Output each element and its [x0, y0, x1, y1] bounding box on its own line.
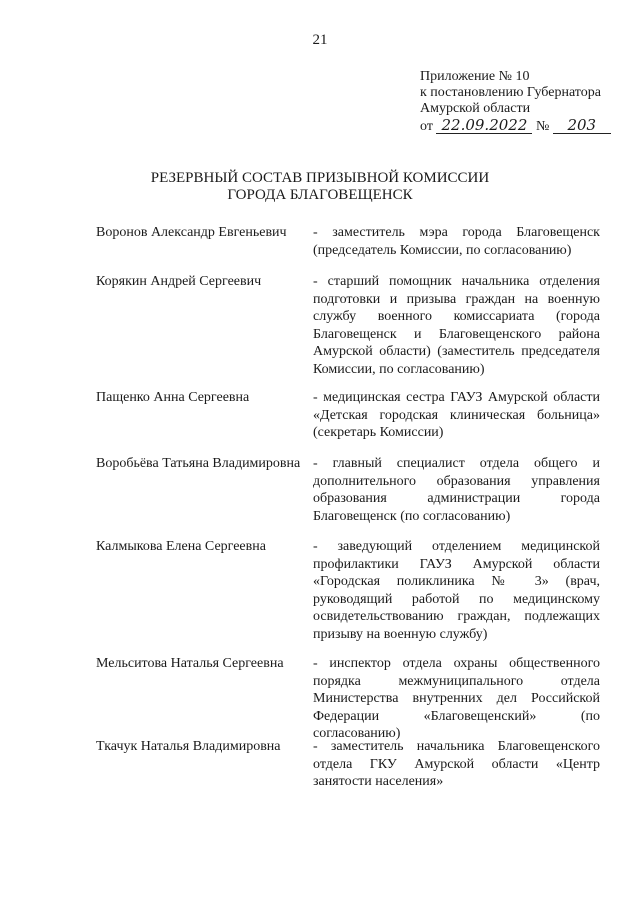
- member-name: Мельситова Наталья Сергеевна: [96, 656, 284, 671]
- page-number: 21: [312, 32, 328, 48]
- appendix-region: Амурской области: [420, 101, 531, 116]
- member-name: Ткачук Наталья Владимировна: [96, 739, 281, 754]
- appendix-date-line: [420, 117, 611, 135]
- member-position: - заместитель мэра города Благовещенск (председатель Комиссии, по согласованию): [313, 225, 600, 258]
- member-position: - инспектор отдела охраны общественного порядка межмуниципального отдела Министерства внутренних дел Российской Федерации «Благовещенский» (по согласованию): [313, 656, 600, 741]
- member-name: Воронов Александр Евгеньевич: [96, 225, 287, 240]
- member-name: Калмыкова Елена Сергеевна: [96, 539, 266, 554]
- title-line-1: РЕЗЕРВНЫЙ СОСТАВ ПРИЗЫВНОЙ КОМИССИИ: [150, 170, 490, 186]
- appendix-title: Приложение № 10: [420, 69, 530, 84]
- document-title: [0, 170, 640, 204]
- member-position: - заместитель начальника Благовещенского отдела ГКУ Амурской области «Центр занятости населения»: [313, 739, 600, 789]
- member-position: - заведующий отделением медицинской профилактики ГАУЗ Амурской области «Городская поликлиника № 3» (врач, руководящий работой по медицинскому освидетельствованию граждан, подлежащих призыву на военную службу): [313, 539, 600, 642]
- handwritten-number: 203: [553, 117, 611, 134]
- appendix-block: [420, 69, 611, 135]
- member-position: - главный специалист отдела общего и дополнительного образования управления образования администрации города Благовещенск (по согласованию): [313, 456, 600, 524]
- handwritten-date: 22.09.2022: [436, 117, 532, 134]
- member-name: Пащенко Анна Сергеевна: [96, 390, 250, 405]
- appendix-resolution: к постановлению Губернатора: [420, 85, 601, 100]
- date-prefix: от: [420, 119, 433, 134]
- member-name: Воробьёва Татьяна Владимировна: [96, 456, 301, 471]
- member-position: - старший помощник начальника отделения подготовки и призыва граждан на военную службу военного комиссариата (города Благовещенск и Благовещенского района Амурской области) (заместитель председателя Комиссии, по согласованию): [313, 274, 600, 377]
- title-line-2: ГОРОДА БЛАГОВЕЩЕНСК: [227, 187, 413, 203]
- member-position: - медицинская сестра ГАУЗ Амурской области «Детская городская клиническая больница» (секретарь Комиссии): [313, 390, 600, 440]
- number-label: №: [535, 119, 550, 134]
- member-name: Корякин Андрей Сергеевич: [96, 274, 262, 289]
